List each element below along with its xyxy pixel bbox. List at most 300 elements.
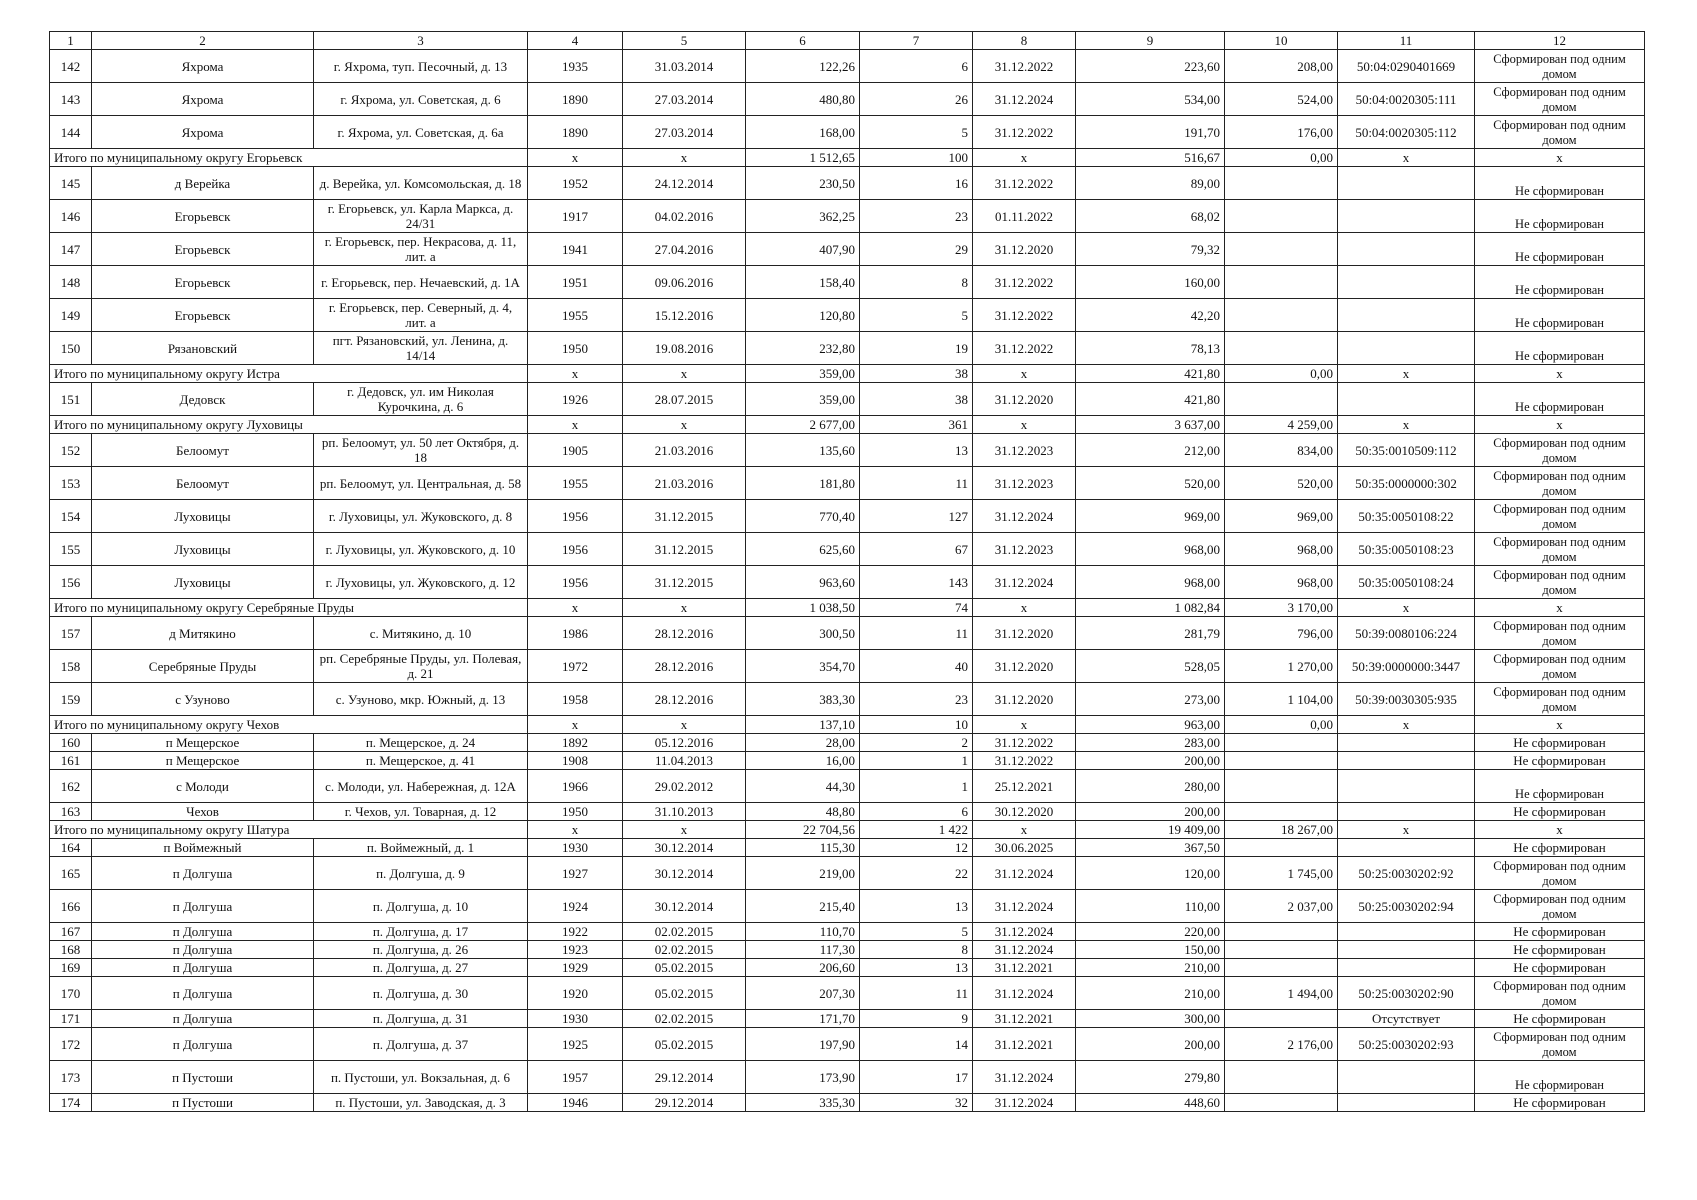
cadastral-number-cell <box>1338 923 1475 941</box>
area-cell: 181,80 <box>746 467 860 500</box>
plot-status-cell: Сформирован под одним домом <box>1475 116 1645 149</box>
area-cell: 117,30 <box>746 941 860 959</box>
plot-area-cell <box>1225 941 1338 959</box>
address-cell: г. Яхрома, ул. Советская, д. 6а <box>314 116 528 149</box>
residents-cell: 19 <box>860 332 973 365</box>
address-cell: г. Яхрома, ул. Советская, д. 6 <box>314 83 528 116</box>
resettlement-date-cell: 31.12.2022 <box>973 299 1076 332</box>
subtotal-year-built: x <box>528 821 623 839</box>
row-number-cell: 151 <box>50 383 92 416</box>
resettlement-date-cell: 31.12.2020 <box>973 617 1076 650</box>
row-number-cell: 162 <box>50 770 92 803</box>
settlement-cell: п Долгуша <box>92 1010 314 1028</box>
row-number-cell: 153 <box>50 467 92 500</box>
residents-cell: 5 <box>860 923 973 941</box>
year-built-cell: 1930 <box>528 1010 623 1028</box>
cadastral-number-cell: 50:35:0010509:112 <box>1338 434 1475 467</box>
cadastral-number-cell <box>1338 1061 1475 1094</box>
row-number-cell: 146 <box>50 200 92 233</box>
subtotal-land-area: 3 637,00 <box>1076 416 1225 434</box>
cadastral-number-cell: 50:04:0290401669 <box>1338 50 1475 83</box>
resettlement-date-cell: 31.12.2021 <box>973 1028 1076 1061</box>
recognition-date-cell: 27.03.2014 <box>623 83 746 116</box>
row-number-cell: 170 <box>50 977 92 1010</box>
address-cell: п. Долгуша, д. 17 <box>314 923 528 941</box>
settlement-cell: Дедовск <box>92 383 314 416</box>
column-number-cell: 6 <box>746 32 860 50</box>
resettlement-date-cell: 31.12.2022 <box>973 50 1076 83</box>
area-cell: 122,26 <box>746 50 860 83</box>
column-number-cell: 8 <box>973 32 1076 50</box>
cadastral-number-cell <box>1338 803 1475 821</box>
resettlement-date-cell: 31.12.2023 <box>973 467 1076 500</box>
recognition-date-cell: 05.02.2015 <box>623 1028 746 1061</box>
area-cell: 963,60 <box>746 566 860 599</box>
residents-cell: 5 <box>860 116 973 149</box>
year-built-cell: 1950 <box>528 332 623 365</box>
row-number-cell: 147 <box>50 233 92 266</box>
settlement-cell: с Узуново <box>92 683 314 716</box>
settlement-cell: п Мещерское <box>92 734 314 752</box>
column-number-cell: 1 <box>50 32 92 50</box>
recognition-date-cell: 29.02.2012 <box>623 770 746 803</box>
subtotal-residents: 10 <box>860 716 973 734</box>
table-row <box>50 752 1645 770</box>
area-cell: 770,40 <box>746 500 860 533</box>
plot-area-cell <box>1225 332 1338 365</box>
cadastral-number-cell <box>1338 959 1475 977</box>
address-cell: п. Долгуша, д. 30 <box>314 977 528 1010</box>
year-built-cell: 1956 <box>528 533 623 566</box>
plot-area-cell <box>1225 1010 1338 1028</box>
plot-status-cell: Не сформирован <box>1475 941 1645 959</box>
recognition-date-cell: 27.04.2016 <box>623 233 746 266</box>
subtotal-plot-status: x <box>1475 149 1645 167</box>
settlement-cell: Яхрома <box>92 50 314 83</box>
year-built-cell: 1952 <box>528 167 623 200</box>
land-area-cell: 968,00 <box>1076 566 1225 599</box>
residents-cell: 143 <box>860 566 973 599</box>
table-row <box>50 566 1645 599</box>
table-row <box>50 977 1645 1010</box>
cadastral-number-cell <box>1338 734 1475 752</box>
address-cell: п. Мещерское, д. 41 <box>314 752 528 770</box>
subtotal-plot-status: x <box>1475 416 1645 434</box>
area-cell: 230,50 <box>746 167 860 200</box>
row-number-cell: 145 <box>50 167 92 200</box>
address-cell: г. Дедовск, ул. им Николая Курочкина, д. 6 <box>314 383 528 416</box>
plot-area-cell <box>1225 770 1338 803</box>
plot-status-cell: Сформирован под одним домом <box>1475 533 1645 566</box>
residents-cell: 17 <box>860 1061 973 1094</box>
subtotal-land-area: 19 409,00 <box>1076 821 1225 839</box>
subtotal-label: Итого по муниципальному округу Истра <box>50 365 528 383</box>
subtotal-resettlement-date: x <box>973 416 1076 434</box>
area-cell: 480,80 <box>746 83 860 116</box>
subtotal-cadastral-number: x <box>1338 416 1475 434</box>
residents-cell: 32 <box>860 1094 973 1112</box>
recognition-date-cell: 31.12.2015 <box>623 500 746 533</box>
year-built-cell: 1941 <box>528 233 623 266</box>
recognition-date-cell: 30.12.2014 <box>623 839 746 857</box>
residents-cell: 2 <box>860 734 973 752</box>
area-cell: 110,70 <box>746 923 860 941</box>
address-cell: п. Долгуша, д. 26 <box>314 941 528 959</box>
resettlement-date-cell: 31.12.2024 <box>973 890 1076 923</box>
subtotal-area: 2 677,00 <box>746 416 860 434</box>
row-number-cell: 166 <box>50 890 92 923</box>
recognition-date-cell: 02.02.2015 <box>623 1010 746 1028</box>
residents-cell: 29 <box>860 233 973 266</box>
row-number-cell: 174 <box>50 1094 92 1112</box>
plot-area-cell <box>1225 734 1338 752</box>
row-number-cell: 163 <box>50 803 92 821</box>
plot-status-cell: Не сформирован <box>1475 1061 1645 1094</box>
residents-cell: 6 <box>860 803 973 821</box>
year-built-cell: 1905 <box>528 434 623 467</box>
year-built-cell: 1930 <box>528 839 623 857</box>
plot-status-cell: Сформирован под одним домом <box>1475 683 1645 716</box>
table-row <box>50 533 1645 566</box>
table-row <box>50 467 1645 500</box>
residents-cell: 12 <box>860 839 973 857</box>
residents-cell: 5 <box>860 299 973 332</box>
plot-area-cell <box>1225 299 1338 332</box>
recognition-date-cell: 04.02.2016 <box>623 200 746 233</box>
resettlement-date-cell: 30.12.2020 <box>973 803 1076 821</box>
settlement-cell: Егорьевск <box>92 200 314 233</box>
subtotal-land-area: 516,67 <box>1076 149 1225 167</box>
address-cell: пгт. Рязановский, ул. Ленина, д. 14/14 <box>314 332 528 365</box>
subtotal-plot-area: 4 259,00 <box>1225 416 1338 434</box>
subtotal-plot-status: x <box>1475 599 1645 617</box>
subtotal-plot-area: 3 170,00 <box>1225 599 1338 617</box>
land-area-cell: 200,00 <box>1076 1028 1225 1061</box>
subtotal-cadastral-number: x <box>1338 365 1475 383</box>
area-cell: 171,70 <box>746 1010 860 1028</box>
row-number-cell: 168 <box>50 941 92 959</box>
residents-cell: 11 <box>860 617 973 650</box>
table-row <box>50 941 1645 959</box>
settlement-cell: п Долгуша <box>92 959 314 977</box>
recognition-date-cell: 31.12.2015 <box>623 566 746 599</box>
area-cell: 173,90 <box>746 1061 860 1094</box>
area-cell: 115,30 <box>746 839 860 857</box>
subtotal-area: 1 038,50 <box>746 599 860 617</box>
resettlement-date-cell: 31.12.2024 <box>973 1061 1076 1094</box>
subtotal-residents: 100 <box>860 149 973 167</box>
plot-area-cell: 208,00 <box>1225 50 1338 83</box>
row-number-cell: 169 <box>50 959 92 977</box>
settlement-cell: Яхрома <box>92 83 314 116</box>
subtotal-recognition-date: x <box>623 365 746 383</box>
residents-cell: 22 <box>860 857 973 890</box>
residents-cell: 23 <box>860 683 973 716</box>
recognition-date-cell: 31.03.2014 <box>623 50 746 83</box>
plot-area-cell: 969,00 <box>1225 500 1338 533</box>
row-number-cell: 143 <box>50 83 92 116</box>
year-built-cell: 1950 <box>528 803 623 821</box>
subtotal-plot-area: 0,00 <box>1225 365 1338 383</box>
subtotal-plot-status: x <box>1475 821 1645 839</box>
settlement-cell: п Долгуша <box>92 1028 314 1061</box>
plot-area-cell <box>1225 959 1338 977</box>
column-number-cell: 4 <box>528 32 623 50</box>
resettlement-date-cell: 30.06.2025 <box>973 839 1076 857</box>
year-built-cell: 1955 <box>528 299 623 332</box>
document-sheet <box>49 31 1644 1112</box>
subtotal-cadastral-number: x <box>1338 149 1475 167</box>
row-number-cell: 161 <box>50 752 92 770</box>
area-cell: 16,00 <box>746 752 860 770</box>
residents-cell: 9 <box>860 1010 973 1028</box>
cadastral-number-cell: 50:04:0020305:111 <box>1338 83 1475 116</box>
land-area-cell: 220,00 <box>1076 923 1225 941</box>
settlement-cell: п Долгуша <box>92 977 314 1010</box>
area-cell: 359,00 <box>746 383 860 416</box>
residents-cell: 40 <box>860 650 973 683</box>
cadastral-number-cell: 50:35:0050108:22 <box>1338 500 1475 533</box>
cadastral-number-cell: 50:39:0000000:3447 <box>1338 650 1475 683</box>
plot-area-cell <box>1225 200 1338 233</box>
column-number-cell: 9 <box>1076 32 1225 50</box>
resettlement-date-cell: 31.12.2020 <box>973 233 1076 266</box>
plot-status-cell: Сформирован под одним домом <box>1475 857 1645 890</box>
row-number-cell: 149 <box>50 299 92 332</box>
residents-cell: 11 <box>860 977 973 1010</box>
year-built-cell: 1920 <box>528 977 623 1010</box>
plot-area-cell: 1 745,00 <box>1225 857 1338 890</box>
resettlement-date-cell: 31.12.2024 <box>973 1094 1076 1112</box>
settlement-cell: п Долгуша <box>92 890 314 923</box>
subtotal-recognition-date: x <box>623 149 746 167</box>
row-number-cell: 155 <box>50 533 92 566</box>
address-cell: п. Долгуша, д. 10 <box>314 890 528 923</box>
subtotal-plot-area: 0,00 <box>1225 716 1338 734</box>
cadastral-number-cell <box>1338 200 1475 233</box>
resettlement-date-cell: 31.12.2022 <box>973 266 1076 299</box>
resettlement-date-cell: 31.12.2024 <box>973 857 1076 890</box>
resettlement-date-cell: 31.12.2021 <box>973 959 1076 977</box>
cadastral-number-cell <box>1338 941 1475 959</box>
land-area-cell: 969,00 <box>1076 500 1225 533</box>
settlement-cell: п Долгуша <box>92 857 314 890</box>
resettlement-date-cell: 31.12.2024 <box>973 500 1076 533</box>
recognition-date-cell: 09.06.2016 <box>623 266 746 299</box>
cadastral-number-cell <box>1338 299 1475 332</box>
settlement-cell: п Воймежный <box>92 839 314 857</box>
table-row <box>50 116 1645 149</box>
area-cell: 135,60 <box>746 434 860 467</box>
land-area-cell: 210,00 <box>1076 977 1225 1010</box>
settlement-cell: п Долгуша <box>92 923 314 941</box>
address-cell: г. Луховицы, ул. Жуковского, д. 12 <box>314 566 528 599</box>
table-row <box>50 839 1645 857</box>
address-cell: с. Узуново, мкр. Южный, д. 13 <box>314 683 528 716</box>
row-number-cell: 156 <box>50 566 92 599</box>
table-row <box>50 332 1645 365</box>
land-area-cell: 42,20 <box>1076 299 1225 332</box>
recognition-date-cell: 05.02.2015 <box>623 959 746 977</box>
year-built-cell: 1890 <box>528 83 623 116</box>
district-subtotal-row <box>50 149 1645 167</box>
table-row <box>50 617 1645 650</box>
recognition-date-cell: 30.12.2014 <box>623 890 746 923</box>
table-row <box>50 83 1645 116</box>
area-cell: 625,60 <box>746 533 860 566</box>
plot-area-cell: 1 270,00 <box>1225 650 1338 683</box>
subtotal-year-built: x <box>528 365 623 383</box>
table-row <box>50 500 1645 533</box>
subtotal-plot-status: x <box>1475 716 1645 734</box>
resettlement-date-cell: 31.12.2022 <box>973 116 1076 149</box>
area-cell: 219,00 <box>746 857 860 890</box>
address-cell: п. Долгуша, д. 37 <box>314 1028 528 1061</box>
resettlement-date-cell: 31.12.2022 <box>973 167 1076 200</box>
row-number-cell: 160 <box>50 734 92 752</box>
plot-status-cell: Сформирован под одним домом <box>1475 83 1645 116</box>
district-subtotal-row <box>50 416 1645 434</box>
address-cell: г. Яхрома, туп. Песочный, д. 13 <box>314 50 528 83</box>
district-subtotal-row <box>50 716 1645 734</box>
land-area-cell: 367,50 <box>1076 839 1225 857</box>
recognition-date-cell: 19.08.2016 <box>623 332 746 365</box>
land-area-cell: 448,60 <box>1076 1094 1225 1112</box>
year-built-cell: 1986 <box>528 617 623 650</box>
residents-cell: 11 <box>860 467 973 500</box>
plot-area-cell: 524,00 <box>1225 83 1338 116</box>
subtotal-label: Итого по муниципальному округу Серебряные Пруды <box>50 599 528 617</box>
land-area-cell: 79,32 <box>1076 233 1225 266</box>
row-number-cell: 144 <box>50 116 92 149</box>
table-row <box>50 167 1645 200</box>
plot-status-cell: Не сформирован <box>1475 752 1645 770</box>
address-cell: п. Долгуша, д. 9 <box>314 857 528 890</box>
plot-status-cell: Не сформирован <box>1475 167 1645 200</box>
plot-area-cell: 968,00 <box>1225 566 1338 599</box>
land-area-cell: 78,13 <box>1076 332 1225 365</box>
plot-area-cell: 968,00 <box>1225 533 1338 566</box>
subtotal-plot-status: x <box>1475 365 1645 383</box>
district-subtotal-row <box>50 599 1645 617</box>
land-area-cell: 150,00 <box>1076 941 1225 959</box>
table-row <box>50 650 1645 683</box>
recognition-date-cell: 28.12.2016 <box>623 683 746 716</box>
land-area-cell: 300,00 <box>1076 1010 1225 1028</box>
table-row <box>50 857 1645 890</box>
plot-area-cell <box>1225 752 1338 770</box>
area-cell: 335,30 <box>746 1094 860 1112</box>
recognition-date-cell: 29.12.2014 <box>623 1061 746 1094</box>
column-number-cell: 12 <box>1475 32 1645 50</box>
resettlement-date-cell: 31.12.2022 <box>973 332 1076 365</box>
table-row <box>50 683 1645 716</box>
settlement-cell: Луховицы <box>92 500 314 533</box>
subtotal-residents: 38 <box>860 365 973 383</box>
plot-area-cell: 796,00 <box>1225 617 1338 650</box>
row-number-cell: 173 <box>50 1061 92 1094</box>
cadastral-number-cell <box>1338 332 1475 365</box>
plot-status-cell: Не сформирован <box>1475 734 1645 752</box>
resettlement-date-cell: 31.12.2024 <box>973 941 1076 959</box>
recognition-date-cell: 28.12.2016 <box>623 617 746 650</box>
settlement-cell: п Пустоши <box>92 1061 314 1094</box>
subtotal-land-area: 1 082,84 <box>1076 599 1225 617</box>
subtotal-label: Итого по муниципальному округу Шатура <box>50 821 528 839</box>
district-subtotal-row <box>50 365 1645 383</box>
plot-status-cell: Сформирован под одним домом <box>1475 50 1645 83</box>
data-table <box>49 31 1645 1112</box>
plot-status-cell: Не сформирован <box>1475 839 1645 857</box>
residents-cell: 67 <box>860 533 973 566</box>
resettlement-date-cell: 25.12.2021 <box>973 770 1076 803</box>
subtotal-land-area: 421,80 <box>1076 365 1225 383</box>
cadastral-number-cell: 50:25:0030202:92 <box>1338 857 1475 890</box>
area-cell: 232,80 <box>746 332 860 365</box>
recognition-date-cell: 05.12.2016 <box>623 734 746 752</box>
cadastral-number-cell <box>1338 752 1475 770</box>
column-number-cell: 11 <box>1338 32 1475 50</box>
land-area-cell: 68,02 <box>1076 200 1225 233</box>
plot-status-cell: Сформирован под одним домом <box>1475 566 1645 599</box>
column-number-cell: 3 <box>314 32 528 50</box>
area-cell: 383,30 <box>746 683 860 716</box>
recognition-date-cell: 11.04.2013 <box>623 752 746 770</box>
land-area-cell: 120,00 <box>1076 857 1225 890</box>
land-area-cell: 279,80 <box>1076 1061 1225 1094</box>
settlement-cell: Яхрома <box>92 116 314 149</box>
address-cell: п. Мещерское, д. 24 <box>314 734 528 752</box>
table-row <box>50 803 1645 821</box>
column-number-header <box>50 32 1645 50</box>
plot-area-cell: 1 104,00 <box>1225 683 1338 716</box>
plot-area-cell: 1 494,00 <box>1225 977 1338 1010</box>
subtotal-area: 22 704,56 <box>746 821 860 839</box>
subtotal-resettlement-date: x <box>973 365 1076 383</box>
settlement-cell: д Митякино <box>92 617 314 650</box>
plot-status-cell: Сформирован под одним домом <box>1475 434 1645 467</box>
recognition-date-cell: 27.03.2014 <box>623 116 746 149</box>
subtotal-residents: 1 422 <box>860 821 973 839</box>
residents-cell: 1 <box>860 770 973 803</box>
plot-status-cell: Не сформирован <box>1475 1010 1645 1028</box>
cadastral-number-cell: 50:35:0000000:302 <box>1338 467 1475 500</box>
residents-cell: 8 <box>860 941 973 959</box>
plot-status-cell: Не сформирован <box>1475 332 1645 365</box>
resettlement-date-cell: 31.12.2023 <box>973 533 1076 566</box>
land-area-cell: 281,79 <box>1076 617 1225 650</box>
subtotal-plot-area: 0,00 <box>1225 149 1338 167</box>
plot-area-cell: 834,00 <box>1225 434 1338 467</box>
table-row <box>50 923 1645 941</box>
year-built-cell: 1955 <box>528 467 623 500</box>
cadastral-number-cell: 50:39:0030305:935 <box>1338 683 1475 716</box>
table-row <box>50 959 1645 977</box>
address-cell: п. Воймежный, д. 1 <box>314 839 528 857</box>
subtotal-plot-area: 18 267,00 <box>1225 821 1338 839</box>
recognition-date-cell: 31.12.2015 <box>623 533 746 566</box>
plot-area-cell <box>1225 923 1338 941</box>
recognition-date-cell: 21.03.2016 <box>623 467 746 500</box>
subtotal-land-area: 963,00 <box>1076 716 1225 734</box>
table-row <box>50 1061 1645 1094</box>
resettlement-date-cell: 31.12.2020 <box>973 383 1076 416</box>
subtotal-residents: 361 <box>860 416 973 434</box>
resettlement-date-cell: 31.12.2024 <box>973 566 1076 599</box>
plot-area-cell: 2 176,00 <box>1225 1028 1338 1061</box>
plot-status-cell: Не сформирован <box>1475 770 1645 803</box>
year-built-cell: 1956 <box>528 500 623 533</box>
